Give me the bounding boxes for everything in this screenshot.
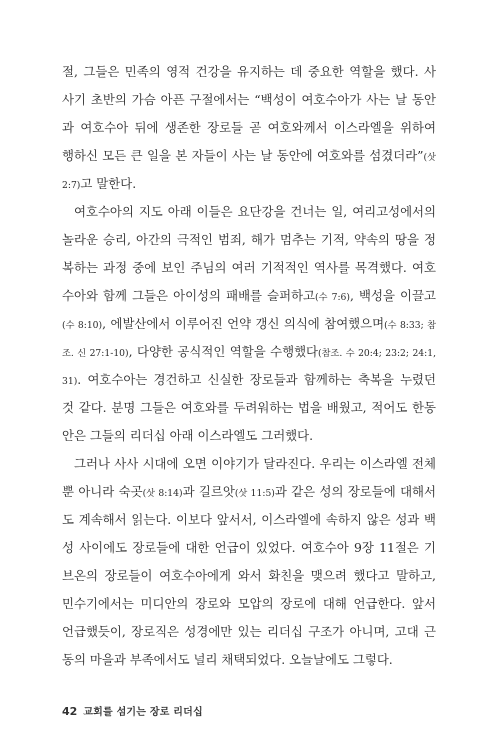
text-run: 복하는 과정 중에 보인 주님의 여러 기적적인 역사를 목격했다. 여호 (62, 260, 436, 275)
text-line (62, 394, 436, 422)
text-line (62, 618, 436, 646)
text-line (62, 422, 436, 450)
text-run: . 여호수아는 경건하고 신실한 장로들과 함께하는 축복을 누렸던 (77, 372, 436, 387)
text-line (62, 450, 436, 478)
text-run: 과 같은 성의 장로들에 대해서 (274, 484, 436, 499)
text-run: 절, 그들은 민족의 영적 건강을 유지하는 데 중요한 역할을 했다. 사 (62, 64, 436, 79)
text-line (62, 366, 436, 394)
text-run: 언급했듯이, 장로직은 성경에만 있는 리더십 구조가 아니며, 고대 근 (62, 624, 436, 639)
body-text (62, 58, 436, 674)
text-run: 안은 그들의 리더십 아래 이스라엘도 그러했다. (62, 428, 314, 443)
scripture-reference: (삿 11:5) (234, 488, 275, 499)
text-run: 뿐 아니라 숙곳 (62, 484, 143, 499)
scripture-reference: (수 8:33; 참 (384, 320, 436, 331)
running-title: 교회를 섬기는 장로 리더십 (83, 707, 203, 718)
scripture-reference: (수 8:10) (62, 320, 103, 331)
text-line (62, 254, 436, 282)
text-run: 수아와 함께 그들은 아이성의 패배를 슬퍼하고 (62, 288, 316, 303)
scripture-reference: (수 7:6) (315, 292, 350, 303)
text-run: 고 말한다. (80, 176, 137, 191)
text-run: 성 사이에도 장로들에 대한 언급이 있었다. 여호수아 9장 11절은 기 (62, 540, 436, 555)
text-run: 과 여호수아 뒤에 생존한 장로들 곧 여호와께서 이스라엘을 위하여 (62, 120, 436, 135)
scripture-reference: 조. 신 27:1-10) (62, 348, 129, 359)
text-run: 동의 마을과 부족에서도 널리 채택되었다. 오늘날에도 그렇다. (62, 652, 393, 667)
text-line (62, 282, 436, 310)
text-run: 도 계속해서 읽는다. 이보다 앞서서, 이스라엘에 속하지 않은 성과 백 (62, 512, 436, 527)
scripture-reference: (삿 (423, 152, 436, 163)
text-line (62, 58, 436, 86)
text-line (62, 310, 436, 338)
text-line (62, 142, 436, 170)
text-line (62, 646, 436, 674)
text-run: 브온의 장로들이 여호수아에게 와서 화친을 맺으려 했다고 말하고, (62, 568, 436, 583)
text-line (62, 114, 436, 142)
text-line (62, 478, 436, 506)
scripture-reference: (삿 8:14) (142, 488, 183, 499)
text-run: 과 길르앗 (182, 484, 235, 499)
text-run: 행하신 모든 큰 일을 본 자들이 사는 날 동안에 여호와를 섬겼더라” (62, 148, 424, 163)
scripture-reference: (참조. 수 20:4; 23:2; 24:1, (318, 348, 436, 359)
text-line (62, 562, 436, 590)
text-run: , 다양한 공식적인 역할을 수행했다 (128, 344, 319, 359)
page-number: 42 (62, 705, 78, 718)
text-line (62, 86, 436, 114)
text-line (62, 170, 436, 198)
text-run: , 에발산에서 이루어진 언약 갱신 의식에 참여했으며 (102, 316, 385, 331)
text-run: 사기 초반의 가슴 아픈 구절에서는 “백성이 여호수아가 사는 날 동안 (62, 92, 436, 107)
text-run: 놀라운 승리, 아간의 극적인 범죄, 해가 멈추는 기적, 약속의 땅을 정 (62, 232, 436, 247)
text-line (62, 338, 436, 366)
text-line (62, 534, 436, 562)
text-run: , 백성을 이끌고 (349, 288, 436, 303)
text-run: 민수기에서는 미디안의 장로와 모압의 장로에 대해 언급한다. 앞서 (62, 596, 436, 611)
scripture-reference: 2:7) (62, 180, 81, 191)
page-footer (62, 703, 203, 719)
text-run: 그러나 사사 시대에 오면 이야기가 달라진다. 우리는 이스라엘 전체 (74, 456, 436, 471)
text-line (62, 198, 436, 226)
text-line (62, 590, 436, 618)
scripture-reference: 31) (62, 376, 78, 387)
text-run: 여호수아의 지도 아래 이들은 요단강을 건너는 일, 여리고성에서의 (74, 204, 436, 219)
text-line (62, 226, 436, 254)
text-run: 것 같다. 분명 그들은 여호와를 두려워하는 법을 배웠고, 적어도 한동 (62, 400, 436, 415)
text-line (62, 506, 436, 534)
